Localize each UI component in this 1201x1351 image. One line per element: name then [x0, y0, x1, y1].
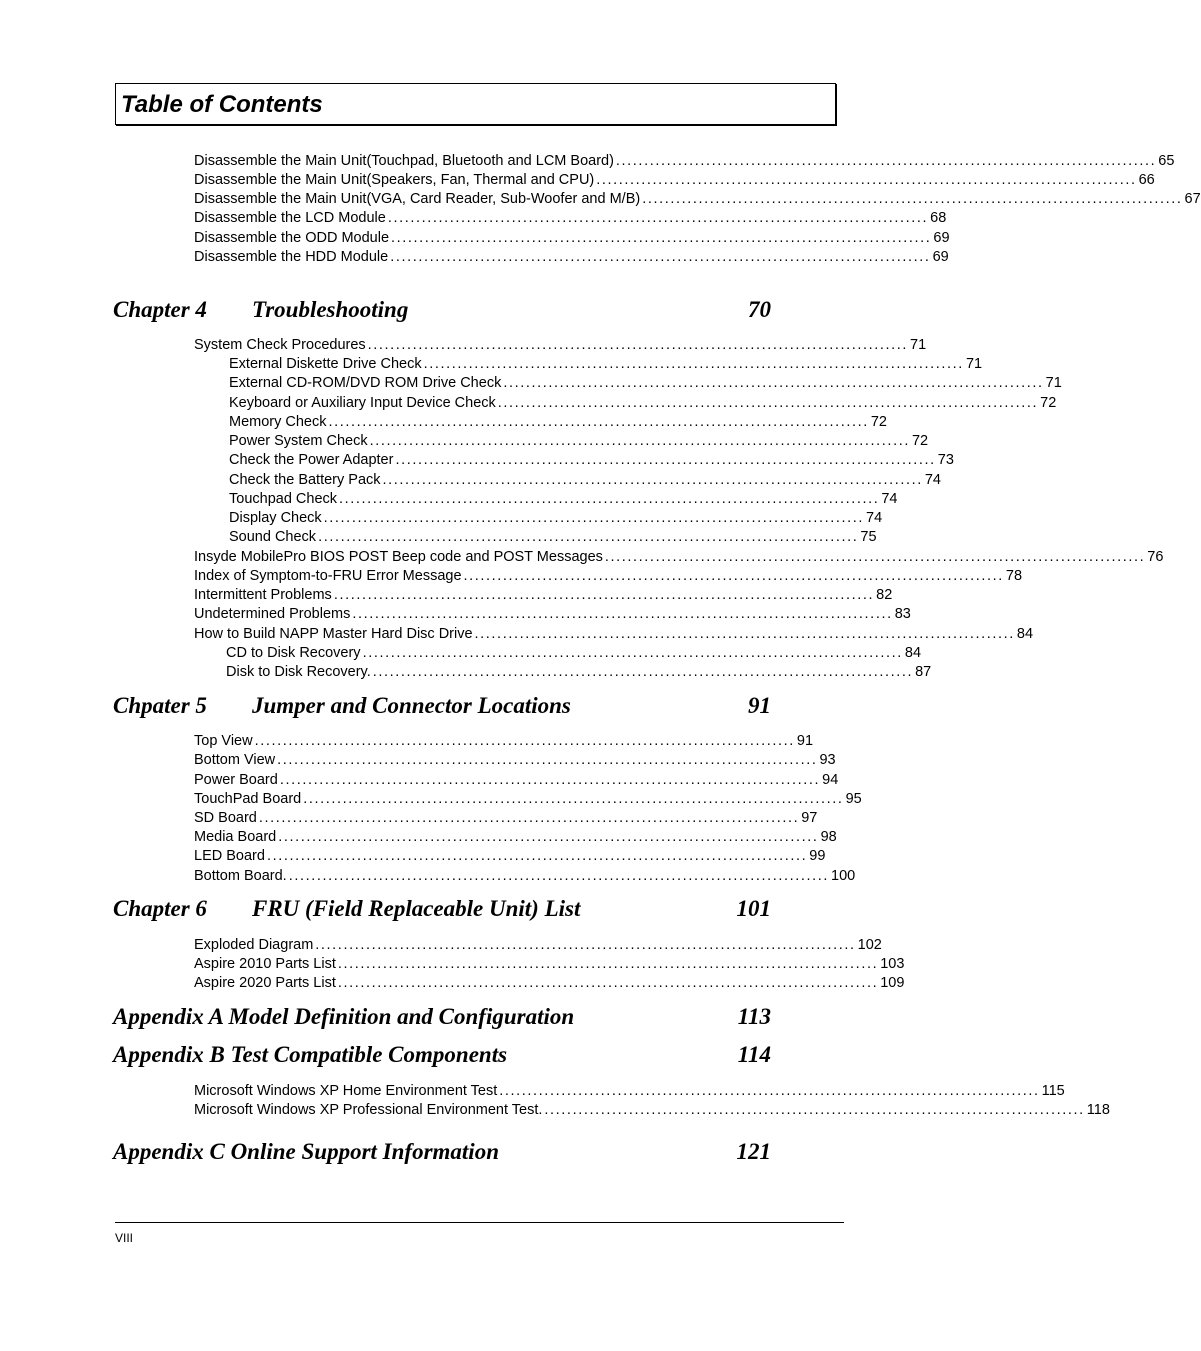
- toc-subentry[interactable]: Disk to Disk Recovery. ................................................................................................ 87: [226, 664, 932, 680]
- toc-entry[interactable]: Top View ................................................................................................ 91: [194, 733, 814, 749]
- toc-entry[interactable]: Insyde MobilePro BIOS POST Beep code and POST Messages ................................................................................................ 76: [194, 549, 1164, 565]
- toc-entry[interactable]: Microsoft Windows XP Professional Environment Test. ................................................................................................ 118: [194, 1102, 1110, 1118]
- chapter-heading[interactable]: Chpater 5 Jumper and Connector Locations 91: [113, 693, 771, 718]
- toc-subentry[interactable]: Keyboard or Auxiliary Input Device Check ................................................................................................ 72: [229, 395, 1057, 411]
- toc-entry[interactable]: TouchPad Board ................................................................................................ 95: [194, 791, 862, 807]
- toc-entry[interactable]: How to Build NAPP Master Hard Disc Drive ................................................................................................ 84: [194, 626, 1034, 642]
- toc-entry[interactable]: Microsoft Windows XP Home Environment Test ................................................................................................ 115: [194, 1083, 1065, 1099]
- toc-entry[interactable]: Bottom Board. ................................................................................................ 100: [194, 868, 856, 884]
- chapter-heading[interactable]: Chapter 4 Troubleshooting 70: [113, 297, 771, 322]
- chapter-heading[interactable]: Chapter 6 FRU (Field Replaceable Unit) List 101: [113, 896, 771, 921]
- footer-rule: [115, 1222, 844, 1223]
- toc-entry[interactable]: SD Board ................................................................................................ 97: [194, 810, 818, 826]
- toc-subentry[interactable]: Power System Check ................................................................................................ 72: [229, 433, 929, 449]
- toc-subentry[interactable]: External Diskette Drive Check ................................................................................................ 71: [229, 356, 983, 372]
- toc-entry[interactable]: Intermittent Problems ................................................................................................ 82: [194, 587, 893, 603]
- toc-entry[interactable]: LED Board ................................................................................................ 99: [194, 848, 826, 864]
- toc-entry[interactable]: Aspire 2020 Parts List ................................................................................................ 109: [194, 975, 905, 991]
- toc-entry[interactable]: Disassemble the LCD Module ................................................................................................ 68: [194, 210, 947, 226]
- toc-entry[interactable]: Exploded Diagram ................................................................................................ 102: [194, 937, 882, 953]
- toc-subentry[interactable]: CD to Disk Recovery ................................................................................................ 84: [226, 645, 922, 661]
- toc-entry[interactable]: Index of Symptom-to-FRU Error Message ................................................................................................ 78: [194, 568, 1023, 584]
- toc-entry[interactable]: Disassemble the Main Unit(Speakers, Fan, Thermal and CPU) ................................................................................................ 66: [194, 172, 1155, 188]
- toc-subentry[interactable]: Display Check ................................................................................................ 74: [229, 510, 883, 526]
- toc-entry[interactable]: Disassemble the Main Unit(Touchpad, Bluetooth and LCM Board) ................................................................................................ 65: [194, 153, 1175, 169]
- toc-subentry[interactable]: Memory Check ................................................................................................ 72: [229, 414, 887, 430]
- page-number: VIII: [115, 1231, 134, 1245]
- toc-entry[interactable]: System Check Procedures ................................................................................................ 71: [194, 337, 927, 353]
- toc-entry[interactable]: Media Board ................................................................................................ 98: [194, 829, 837, 845]
- appendix-heading[interactable]: Appendix C Online Support Information 121: [113, 1139, 771, 1164]
- toc-entry[interactable]: Power Board ................................................................................................ 94: [194, 772, 839, 788]
- toc-subentry[interactable]: External CD-ROM/DVD ROM Drive Check ................................................................................................ 71: [229, 375, 1062, 391]
- toc-subentry[interactable]: Sound Check ................................................................................................ 75: [229, 529, 877, 545]
- toc-subentry[interactable]: Touchpad Check ................................................................................................ 74: [229, 491, 898, 507]
- toc-entry[interactable]: Aspire 2010 Parts List ................................................................................................ 103: [194, 956, 905, 972]
- appendix-heading[interactable]: Appendix B Test Compatible Components 114: [113, 1042, 771, 1067]
- toc-entry[interactable]: Undetermined Problems ................................................................................................ 83: [194, 606, 911, 622]
- toc-entry[interactable]: Disassemble the Main Unit(VGA, Card Reader, Sub-Woofer and M/B) ................................................................................................ 67: [194, 191, 1201, 207]
- toc-title-box: [115, 83, 836, 125]
- toc-subentry[interactable]: Check the Power Adapter ................................................................................................ 73: [229, 452, 954, 468]
- toc-subentry[interactable]: Check the Battery Pack ................................................................................................ 74: [229, 472, 941, 488]
- toc-entry[interactable]: Disassemble the HDD Module ................................................................................................ 69: [194, 249, 949, 265]
- toc-entry[interactable]: Bottom View ................................................................................................ 93: [194, 752, 836, 768]
- toc-entry[interactable]: Disassemble the ODD Module ................................................................................................ 69: [194, 230, 950, 246]
- appendix-heading[interactable]: Appendix A Model Definition and Configuration 113: [113, 1004, 771, 1029]
- page-title: Table of Contents: [121, 91, 323, 118]
